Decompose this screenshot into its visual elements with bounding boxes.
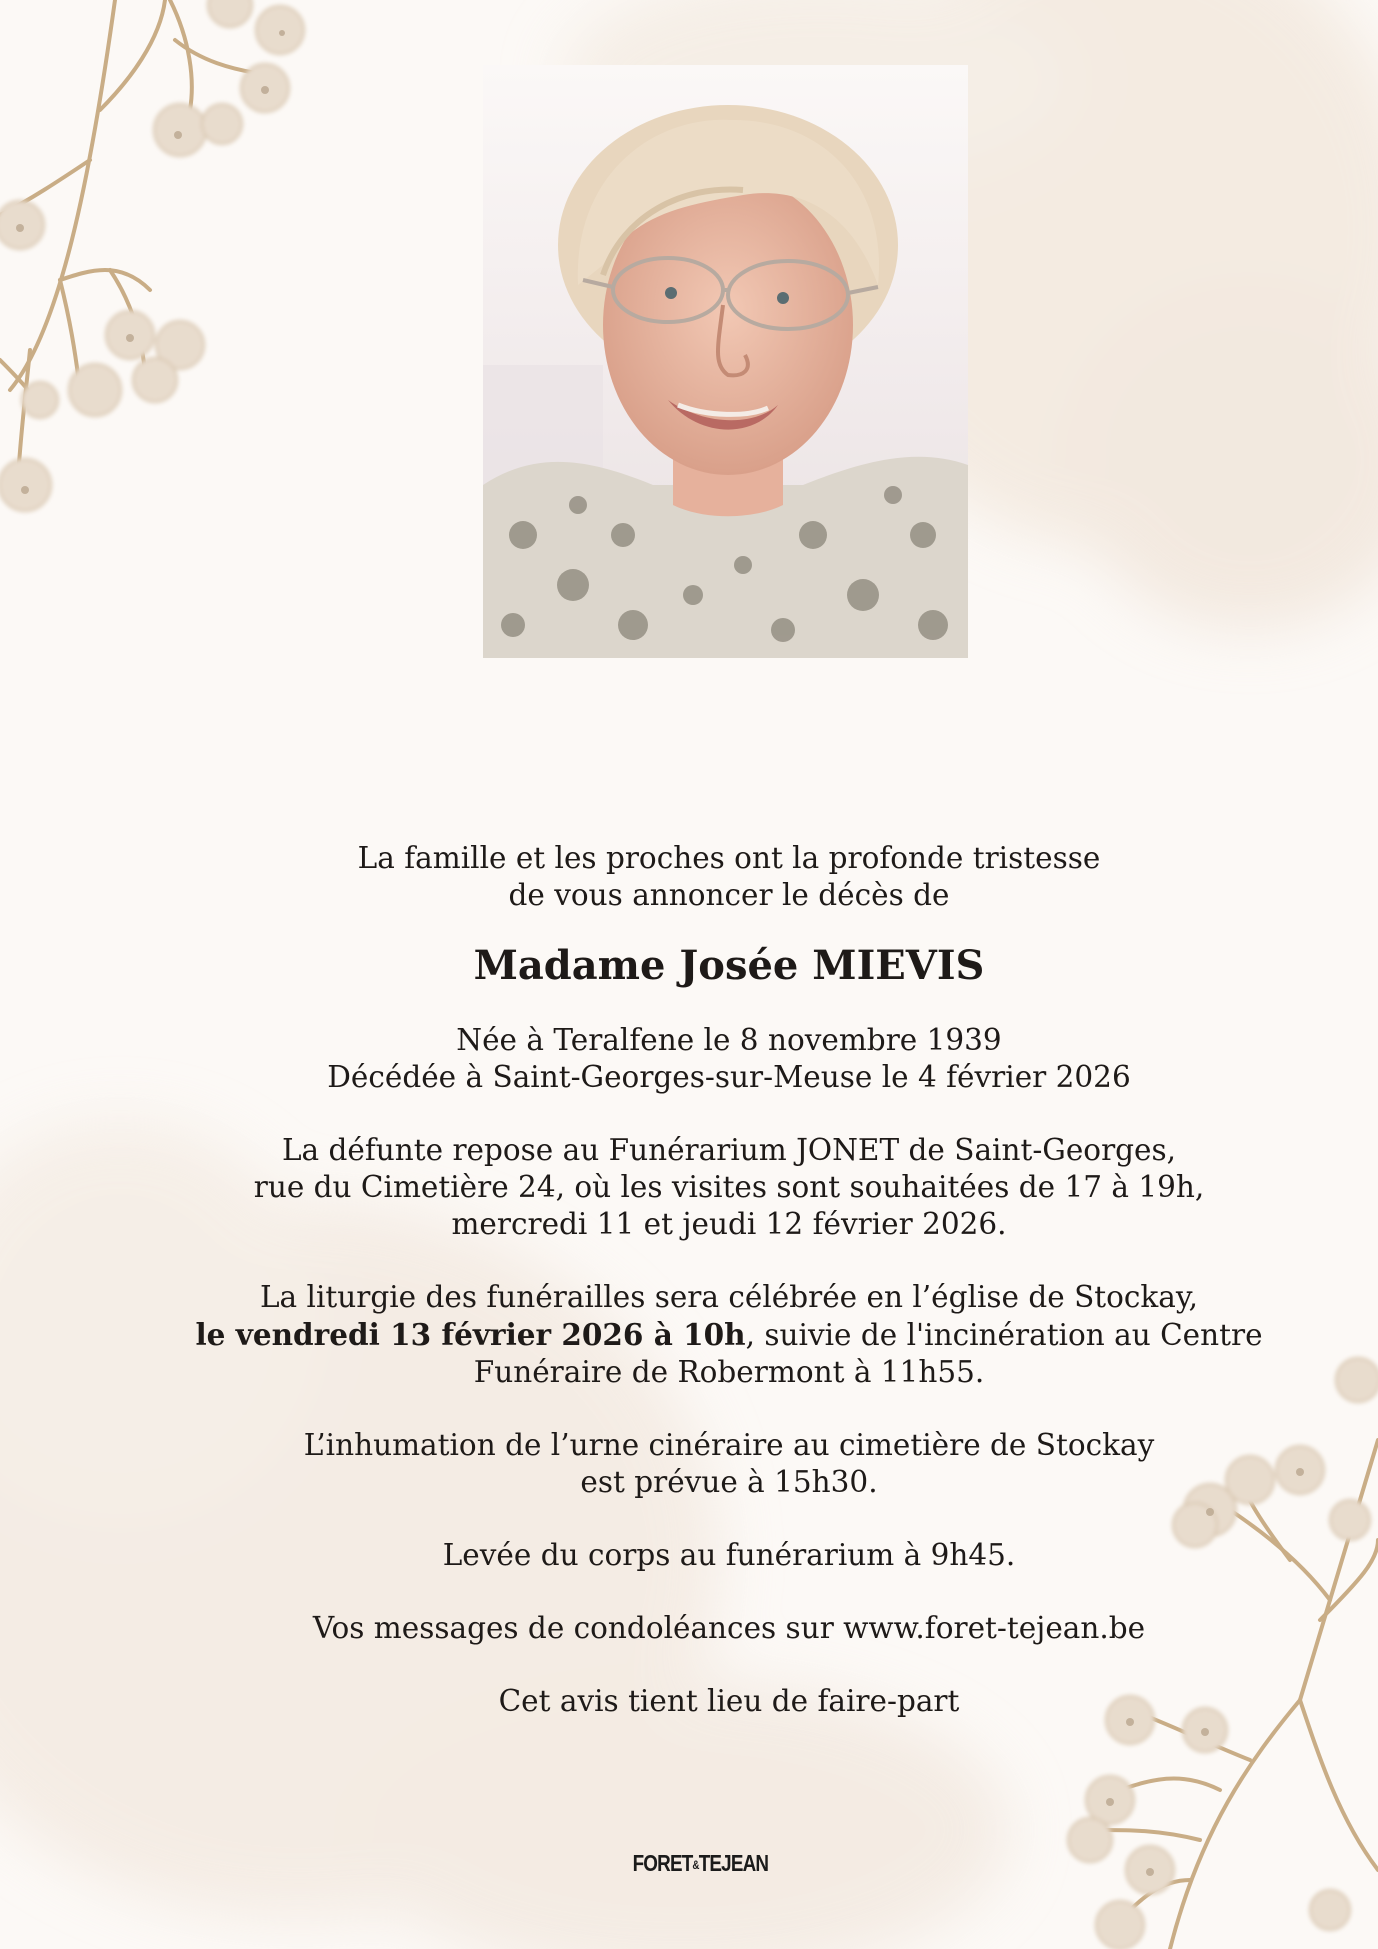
liturgy-date: le vendredi 13 février 2026 à 10h <box>195 1317 746 1352</box>
portrait-photo <box>483 65 968 658</box>
birth-line: Née à Teralfene le 8 novembre 1939 <box>456 1023 1002 1057</box>
levee-info: Levée du corps au funérarium à 9h45. <box>442 1538 1016 1572</box>
intro-line-2: de vous annoncer le décès de <box>508 878 950 912</box>
death-line: Décédée à Saint-Georges-sur-Meuse le 4 février 2026 <box>327 1060 1131 1094</box>
intro <box>190 840 1268 914</box>
flowers-top-left <box>0 0 304 511</box>
condolences-info: Vos messages de condoléances sur www.foret-tejean.be <box>312 1611 1146 1645</box>
liturgy-line-2: , suivie de l'incinération au Centre <box>745 1318 1263 1352</box>
liturgy-line-3: Funéraire de Robermont à 11h55. <box>473 1355 985 1389</box>
liturgy-line-1: La liturgie des funérailles sera célébrée en l’église de Stockay, <box>259 1280 1199 1314</box>
closing-note: Cet avis tient lieu de faire-part <box>498 1684 960 1718</box>
burial-line-1: L’inhumation de l’urne cinéraire au cimetière de Stockay <box>303 1428 1155 1462</box>
obituary-text <box>190 840 1268 1756</box>
visitation-info <box>190 1132 1268 1243</box>
liturgy-info <box>190 1279 1268 1391</box>
foret-tejean-logo <box>632 1850 769 1877</box>
birth-death-dates <box>190 1022 1268 1096</box>
logo-right: TEJEAN <box>698 1850 769 1876</box>
deceased-name: Madame Josée MIEVIS <box>473 942 985 989</box>
visitation-line-1: La défunte repose au Funérarium JONET de Saint-Georges, <box>281 1133 1177 1167</box>
visitation-line-3: mercredi 11 et jeudi 12 février 2026. <box>451 1207 1007 1241</box>
burial-info <box>190 1427 1268 1501</box>
intro-line-1: La famille et les proches ont la profonde tristesse <box>357 841 1101 875</box>
logo-ampersand: & <box>692 1857 699 1872</box>
logo-left: FORET <box>632 1850 693 1876</box>
visitation-line-2: rue du Cimetière 24, où les visites sont souhaitées de 17 à 19h, <box>253 1170 1205 1204</box>
burial-line-2: est prévue à 15h30. <box>580 1465 878 1499</box>
